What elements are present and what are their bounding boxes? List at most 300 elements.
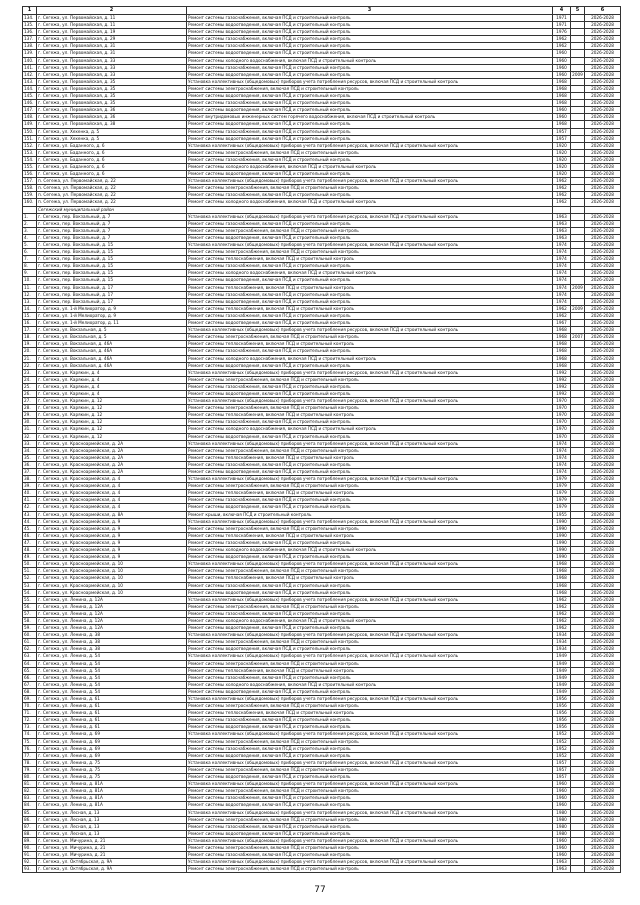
last-repair-year-cell xyxy=(571,412,585,419)
planned-period-cell: 2026-2028 xyxy=(585,589,621,596)
last-repair-year-cell xyxy=(571,809,585,816)
build-year-cell: 1955 xyxy=(553,511,571,518)
work-type-cell: Ремонт системы электроснабжения, включая ПСД и строительный контроль xyxy=(187,603,553,610)
last-repair-year-cell: 2007 xyxy=(572,334,583,340)
last-repair-year-cell xyxy=(571,724,585,731)
last-repair-year-cell xyxy=(571,390,585,397)
work-type-cell: Ремонт системы водоотведения, включая ПСД и строительный контроль xyxy=(187,752,553,759)
last-repair-year-cell xyxy=(571,568,585,575)
planned-period-cell: 2026-2028 xyxy=(585,185,621,192)
table-row xyxy=(23,717,621,724)
address-cell: г. Сегежа, ул. Лесная, д. 13 xyxy=(37,830,187,837)
table-row xyxy=(23,405,621,412)
build-year-cell: 1962 xyxy=(553,305,571,312)
build-year-cell: 1949 xyxy=(553,660,571,667)
last-repair-year-cell xyxy=(571,866,585,873)
build-year-cell: 1974 xyxy=(553,291,571,298)
address-cell: г. Сегежа, пер. Вокзальный, д. 7 xyxy=(37,220,187,227)
row-number-cell: 71. xyxy=(23,710,37,717)
row-number-cell: 140. xyxy=(23,57,37,64)
address-cell: г. Сегежа, ул. Красноармейская, д. 10 xyxy=(37,582,187,589)
build-year-cell: 1980 xyxy=(553,830,571,837)
planned-period-cell: 2026-2028 xyxy=(585,171,621,178)
last-repair-year-cell xyxy=(571,844,585,851)
row-number-cell: 151. xyxy=(23,135,37,142)
planned-period-cell: 2026-2028 xyxy=(585,355,621,362)
work-type-cell: Ремонт системы газоснабжения, включая ПСД и строительный контроль xyxy=(187,36,553,43)
build-year-cell: 1974 xyxy=(553,263,571,270)
build-year-cell: 1979 xyxy=(553,490,571,497)
last-repair-year-cell xyxy=(571,128,585,135)
work-type-cell: Установка коллективных (общедомовых) приборов учета потребления ресурсов, включая ПСД и строительный контроль xyxy=(187,178,553,185)
planned-period-cell: 2026-2028 xyxy=(585,795,621,802)
address-cell: г. Сегежа, ул. Первомайская, д. 33 xyxy=(37,71,187,78)
row-number-cell: 58. xyxy=(23,617,37,624)
row-number-cell: 53. xyxy=(23,582,37,589)
table-row xyxy=(23,426,621,433)
last-repair-year-cell xyxy=(571,398,585,405)
build-year-cell: 1974 xyxy=(553,284,571,291)
work-type-cell: Ремонт системы холодного водоснабжения, включая ПСД и строительный контроль xyxy=(187,199,553,206)
last-repair-year-cell xyxy=(571,78,585,85)
row-number-cell: 49. xyxy=(23,554,37,561)
table-row xyxy=(23,36,621,43)
build-year-cell: 1980 xyxy=(553,816,571,823)
planned-period-cell: 2026-2028 xyxy=(585,582,621,589)
row-number-cell: 67. xyxy=(23,681,37,688)
planned-period-cell: 2026-2028 xyxy=(585,36,621,43)
work-type-cell: Установка коллективных (общедомовых) приборов учета потребления ресурсов, включая ПСД и строительный контроль xyxy=(187,518,553,525)
build-year-cell: 1974 xyxy=(553,242,571,249)
row-number-cell: 4. xyxy=(23,234,37,241)
row-number-cell: 143. xyxy=(23,78,37,85)
table-row xyxy=(23,71,621,78)
work-type-cell: Ремонт системы водоотведения, включая ПСД и строительный контроль xyxy=(187,589,553,596)
planned-period-cell: 2026-2028 xyxy=(585,539,621,546)
planned-period-cell: 2026-2028 xyxy=(585,213,621,220)
planned-period-cell: 2026-2028 xyxy=(585,561,621,568)
address-cell: г. Сегежа, ул. 1-й Мелиоратор, д. 9 xyxy=(37,312,187,319)
work-type-cell: Установка коллективных (общедомовых) приборов учета потребления ресурсов, включая ПСД и строительный контроль xyxy=(187,213,553,220)
row-number-cell: 44. xyxy=(23,518,37,525)
row-number-cell: 23. xyxy=(23,369,37,376)
build-year-cell: 1957 xyxy=(553,759,571,766)
planned-period-cell: 2026-2028 xyxy=(585,667,621,674)
work-type-cell: Ремонт системы теплоснабжения, включая ПСД и строительный контроль xyxy=(187,575,553,582)
planned-period-cell: 2026-2028 xyxy=(585,610,621,617)
work-type-cell: Ремонт системы водоотведения, включая ПСД и строительный контроль xyxy=(187,390,553,397)
address-cell: г. Сегежа, ул. Мичурина, д. 21 xyxy=(37,837,187,844)
last-repair-year-cell xyxy=(571,362,585,369)
address-cell: п. Сегежа, ул. Первомайская, д. 22 xyxy=(37,185,187,192)
address-cell: г. Сегежа, ул. Красноармейская, д. 9 xyxy=(37,547,187,554)
last-repair-year-cell xyxy=(571,163,585,170)
planned-period-cell: 2026-2028 xyxy=(585,731,621,738)
build-year-cell: 1949 xyxy=(553,667,571,674)
build-year-cell: 1960 xyxy=(553,852,571,859)
last-repair-year-cell xyxy=(571,227,585,234)
build-year-cell: 1980 xyxy=(553,823,571,830)
build-year-cell: 1952 xyxy=(553,738,571,745)
build-year-cell: 1979 xyxy=(553,476,571,483)
planned-period-cell xyxy=(585,206,621,213)
row-number-cell: 89. xyxy=(23,837,37,844)
planned-period-cell: 2026-2028 xyxy=(585,405,621,412)
row-number-cell: 37. xyxy=(23,469,37,476)
row-number-cell: 3. xyxy=(23,227,37,234)
planned-period-cell: 2026-2028 xyxy=(585,234,621,241)
planned-period-cell: 2026-2028 xyxy=(585,298,621,305)
work-type-cell: Ремонт системы газоснабжения, включая ПСД и строительный контроль xyxy=(187,312,553,319)
work-type-cell: Ремонт системы газоснабжения, включая ПСД и строительный контроль xyxy=(187,823,553,830)
address-cell: г. Сегежа, ул. Ленина, д. 54 xyxy=(37,681,187,688)
build-year-cell: 1963 xyxy=(553,227,571,234)
work-type-cell xyxy=(187,206,553,213)
row-number-cell: 56. xyxy=(23,603,37,610)
build-year-cell: 1990 xyxy=(553,518,571,525)
build-year-cell: 1962 xyxy=(553,199,571,206)
table-row xyxy=(23,447,621,454)
work-type-cell: Ремонт системы электроснабжения, включая ПСД и строительный контроль xyxy=(187,334,553,341)
table-row xyxy=(23,745,621,752)
build-year-cell: 1960 xyxy=(553,114,571,121)
row-number-cell: 59. xyxy=(23,625,37,632)
planned-period-cell: 2026-2028 xyxy=(585,653,621,660)
last-repair-year-cell xyxy=(571,291,585,298)
address-cell: г. Сегежа, ул. Красноармейская, д. 2А xyxy=(37,461,187,468)
row-number-cell: 80. xyxy=(23,774,37,781)
address-cell: г. Сегежа, ул. Карякин, д. 12 xyxy=(37,433,187,440)
work-type-cell: Ремонт системы электроснабжения, включая ПСД и строительный контроль xyxy=(187,660,553,667)
row-number-cell: 39. xyxy=(23,483,37,490)
row-number-cell: 82. xyxy=(23,788,37,795)
planned-period-cell: 2026-2028 xyxy=(585,93,621,100)
address-cell: г. Сегежа, ул. Красноармейская, д. 4 xyxy=(37,476,187,483)
table-row xyxy=(23,731,621,738)
works-table-body xyxy=(23,7,621,873)
build-year-cell: 1979 xyxy=(553,504,571,511)
build-year-cell: 1920 xyxy=(553,142,571,149)
work-type-cell: Ремонт системы электроснабжения, включая ПСД и строительный контроль xyxy=(187,639,553,646)
table-row xyxy=(23,724,621,731)
build-year-cell: 1960 xyxy=(553,844,571,851)
row-number-cell: 144. xyxy=(23,85,37,92)
table-row xyxy=(23,454,621,461)
row-number-cell: 43. xyxy=(23,511,37,518)
address-cell: г. Сегежа, ул. Первомайская, д. 31 xyxy=(37,43,187,50)
build-year-cell: 1960 xyxy=(553,50,571,57)
planned-period-cell: 2026-2028 xyxy=(585,525,621,532)
work-type-cell: Ремонт системы газоснабжения, включая ПСД и строительный контроль xyxy=(187,610,553,617)
table-row xyxy=(23,802,621,809)
work-type-cell: Установка коллективных (общедомовых) приборов учета потребления ресурсов, включая ПСД и строительный контроль xyxy=(187,653,553,660)
row-number-cell: 12. xyxy=(23,291,37,298)
work-type-cell: Установка коллективных (общедомовых) приборов учета потребления ресурсов, включая ПСД и строительный контроль xyxy=(187,476,553,483)
work-type-cell: Ремонт системы водоотведения, включая ПСД и строительный контроль xyxy=(187,171,553,178)
build-year-cell: 1990 xyxy=(553,547,571,554)
planned-period-cell: 2026-2028 xyxy=(585,518,621,525)
build-year-cell: 1962 xyxy=(553,312,571,319)
work-type-cell: Ремонт системы теплоснабжения, включая ПСД и строительный контроль xyxy=(187,532,553,539)
row-number-cell: 28. xyxy=(23,405,37,412)
row-number-cell: 35. xyxy=(23,454,37,461)
build-year-cell: 1957 xyxy=(553,135,571,142)
planned-period-cell: 2026-2028 xyxy=(585,596,621,603)
work-type-cell: Ремонт системы водоотведения, включая ПСД и строительный контроль xyxy=(187,50,553,57)
planned-period-cell: 2026-2028 xyxy=(585,617,621,624)
work-type-cell: Ремонт системы электроснабжения, включая ПСД и строительный контроль xyxy=(187,816,553,823)
work-type-cell: Ремонт системы газоснабжения, включая ПСД и строительный контроль xyxy=(187,383,553,390)
row-number-cell: 22. xyxy=(23,362,37,369)
build-year-cell: 1990 xyxy=(553,525,571,532)
work-type-cell: Ремонт системы водоотведения, включая ПСД и строительный контроль xyxy=(187,433,553,440)
build-year-cell: 1992 xyxy=(553,383,571,390)
table-row xyxy=(23,22,621,29)
planned-period-cell: 2026-2028 xyxy=(585,192,621,199)
build-year-cell: 1974 xyxy=(553,256,571,263)
address-cell: г. Сегежа, ул. Ленина, д. 54 xyxy=(37,688,187,695)
work-type-cell: Ремонт системы газоснабжения, включая ПСД и строительный контроль xyxy=(187,674,553,681)
table-row xyxy=(23,312,621,319)
row-number-cell: 70. xyxy=(23,703,37,710)
row-number-cell: 46. xyxy=(23,532,37,539)
work-type-cell: Ремонт системы теплоснабжения, включая ПСД и строительный контроль xyxy=(187,667,553,674)
build-year-cell xyxy=(553,206,571,213)
planned-period-cell: 2026-2028 xyxy=(585,149,621,156)
build-year-cell: 1968 xyxy=(553,121,571,128)
table-row xyxy=(23,242,621,249)
last-repair-year-cell xyxy=(571,830,585,837)
build-year-cell: 1934 xyxy=(553,646,571,653)
address-cell: г. Сегежа, ул. Ленина, д. 61 xyxy=(37,717,187,724)
work-type-cell: Ремонт системы водоотведения, включая ПСД и строительный контроль xyxy=(187,234,553,241)
table-row xyxy=(23,830,621,837)
row-number-cell: 81. xyxy=(23,781,37,788)
last-repair-year-cell xyxy=(571,149,585,156)
district-heading-row xyxy=(23,206,621,213)
address-cell: г. Сегежа, ул. Красноармейская, д. 8А xyxy=(37,511,187,518)
address-cell: г. Сегежа, ул. Красноармейская, д. 9 xyxy=(37,539,187,546)
build-year-cell: 1974 xyxy=(553,461,571,468)
last-repair-year-cell: 2009 xyxy=(572,71,583,77)
table-row xyxy=(23,774,621,781)
build-year-cell: 1968 xyxy=(553,561,571,568)
row-number-cell: 18. xyxy=(23,334,37,341)
work-type-cell: Ремонт системы водоотведения, включая ПСД и строительный контроль xyxy=(187,71,553,78)
row-number-cell: 21. xyxy=(23,355,37,362)
planned-period-cell: 2026-2028 xyxy=(585,163,621,170)
table-row xyxy=(23,539,621,546)
build-year-cell: 1976 xyxy=(553,29,571,36)
table-row xyxy=(23,639,621,646)
last-repair-year-cell xyxy=(571,234,585,241)
address-cell: г. Сегежа, ул. Ленина, д. 81А xyxy=(37,788,187,795)
table-row xyxy=(23,490,621,497)
planned-period-cell: 2026-2028 xyxy=(585,383,621,390)
address-cell: г. Сегежа, ул. Первомайская, д. 31 xyxy=(37,50,187,57)
last-repair-year-cell xyxy=(571,483,585,490)
build-year-cell: 1963 xyxy=(553,866,571,873)
build-year-cell: 1974 xyxy=(553,454,571,461)
address-cell: г. Сегежа, ул. Карякин, д. 12 xyxy=(37,426,187,433)
work-type-cell: Ремонт системы электроснабжения, включая ПСД и строительный контроль xyxy=(187,483,553,490)
build-year-cell: 1968 xyxy=(553,362,571,369)
planned-period-cell: 2026-2028 xyxy=(585,625,621,632)
work-type-cell: Ремонт крыши, включая ПСД и строительный контроль xyxy=(187,511,553,518)
planned-period-cell: 2026-2028 xyxy=(585,142,621,149)
table-row xyxy=(23,525,621,532)
work-type-cell: Ремонт системы водоотведения, включая ПСД и строительный контроль xyxy=(187,469,553,476)
row-number-cell: 83. xyxy=(23,795,37,802)
row-number-cell: 50. xyxy=(23,561,37,568)
work-type-cell: Ремонт системы водоотведения, включая ПСД и строительный контроль xyxy=(187,93,553,100)
work-type-cell: Ремонт системы водоотведения, включая ПСД и строительный контроль xyxy=(187,554,553,561)
address-cell: г. Сегежа, ул. Вокзальная, д. 46А xyxy=(37,355,187,362)
last-repair-year-cell xyxy=(571,277,585,284)
build-year-cell: 1920 xyxy=(553,163,571,170)
last-repair-year-cell xyxy=(571,532,585,539)
planned-period-cell: 2026-2028 xyxy=(585,859,621,866)
table-row xyxy=(23,844,621,851)
work-type-cell: Ремонт системы электроснабжения, включая ПСД и строительный контроль xyxy=(187,249,553,256)
table-row xyxy=(23,532,621,539)
last-repair-year-cell xyxy=(571,320,585,327)
address-cell: г. Сегежа, ул. Ленина, д. 69 xyxy=(37,752,187,759)
last-repair-year-cell xyxy=(571,575,585,582)
build-year-cell: 1990 xyxy=(553,532,571,539)
table-row xyxy=(23,43,621,50)
last-repair-year-cell xyxy=(571,674,585,681)
table-row xyxy=(23,816,621,823)
row-number-cell: 145. xyxy=(23,93,37,100)
planned-period-cell: 2026-2028 xyxy=(585,660,621,667)
work-type-cell: Ремонт системы электроснабжения, включая ПСД и строительный контроль xyxy=(187,149,553,156)
work-type-cell: Ремонт системы газоснабжения, включая ПСД и строительный контроль xyxy=(187,461,553,468)
work-type-cell: Установка коллективных (общедомовых) приборов учета потребления ресурсов, включая ПСД и строительный контроль xyxy=(187,837,553,844)
address-cell: г. Сегежа, ул. Красноармейская, д. 2А xyxy=(37,454,187,461)
build-year-cell: 1962 xyxy=(553,185,571,192)
address-cell: г. Сегежа, ул. Красноармейская, д. 9 xyxy=(37,525,187,532)
table-row xyxy=(23,376,621,383)
last-repair-year-cell xyxy=(571,220,585,227)
last-repair-year-cell xyxy=(571,859,585,866)
address-cell: г. Сегежа, ул. Ленина, д. 69 xyxy=(37,731,187,738)
address-cell: г. Сегежа, ул. Ленина, д. 69 xyxy=(37,745,187,752)
row-number-cell: 30. xyxy=(23,419,37,426)
table-row xyxy=(23,547,621,554)
work-type-cell: Ремонт системы газоснабжения, включая ПСД и строительный контроль xyxy=(187,192,553,199)
work-type-cell: Ремонт системы теплоснабжения, включая ПСД и строительный контроль xyxy=(187,490,553,497)
table-row xyxy=(23,213,621,220)
row-number-cell: 139. xyxy=(23,50,37,57)
planned-period-cell: 2026-2028 xyxy=(585,575,621,582)
row-number-cell: 25. xyxy=(23,383,37,390)
build-year-cell: 1920 xyxy=(553,149,571,156)
row-number-cell: 11. xyxy=(23,284,37,291)
address-cell: г. Сегежа, пер. Вокзальный, д. 15 xyxy=(37,256,187,263)
last-repair-year-cell xyxy=(571,490,585,497)
last-repair-year-cell xyxy=(571,596,585,603)
table-row xyxy=(23,575,621,582)
table-row xyxy=(23,171,621,178)
last-repair-year-cell xyxy=(571,383,585,390)
table-row xyxy=(23,788,621,795)
header-cell: 2 xyxy=(37,7,187,15)
build-year-cell: 1934 xyxy=(553,639,571,646)
row-number-cell: 86. xyxy=(23,816,37,823)
build-year-cell: 1968 xyxy=(553,341,571,348)
build-year-cell: 1920 xyxy=(553,171,571,178)
planned-period-cell: 2026-2028 xyxy=(585,78,621,85)
last-repair-year-cell xyxy=(571,114,585,121)
row-number-cell: 51. xyxy=(23,568,37,575)
last-repair-year-cell xyxy=(571,703,585,710)
planned-period-cell: 2026-2028 xyxy=(585,256,621,263)
build-year-cell: 1960 xyxy=(553,71,571,78)
table-row xyxy=(23,795,621,802)
planned-period-cell: 2026-2028 xyxy=(585,696,621,703)
planned-period-cell: 2026-2028 xyxy=(585,511,621,518)
row-number-cell: 19. xyxy=(23,341,37,348)
build-year-cell: 1970 xyxy=(553,398,571,405)
address-cell: г. Сегежа, ул. Красноармейская, д. 4 xyxy=(37,497,187,504)
work-type-cell: Ремонт системы водоотведения, включая ПСД и строительный контроль xyxy=(187,22,553,29)
planned-period-cell: 2026-2028 xyxy=(585,284,621,291)
planned-period-cell: 2026-2028 xyxy=(585,199,621,206)
address-cell: г. Сегежа, ул. Ленина, д. 12А xyxy=(37,610,187,617)
row-number-cell: 90. xyxy=(23,844,37,851)
work-type-cell: Ремонт системы теплоснабжения, включая ПСД и строительный контроль xyxy=(187,412,553,419)
work-type-cell: Ремонт системы водоотведения, включая ПСД и строительный контроль xyxy=(187,774,553,781)
row-number-cell: 141. xyxy=(23,64,37,71)
work-type-cell: Ремонт системы водоотведения, включая ПСД и строительный контроль xyxy=(187,688,553,695)
build-year-cell: 1956 xyxy=(553,710,571,717)
work-type-cell: Ремонт системы газоснабжения, включая ПСД и строительный контроль xyxy=(187,582,553,589)
planned-period-cell: 2026-2028 xyxy=(585,830,621,837)
planned-period-cell: 2026-2028 xyxy=(585,178,621,185)
build-year-cell: 1962 xyxy=(553,36,571,43)
table-row xyxy=(23,852,621,859)
row-number-cell: 87. xyxy=(23,823,37,830)
work-type-cell: Ремонт системы газоснабжения, включая ПСД и строительный контроль xyxy=(187,100,553,107)
work-type-cell: Ремонт системы электроснабжения, включая ПСД и строительный контроль xyxy=(187,85,553,92)
last-repair-year-cell xyxy=(571,185,585,192)
planned-period-cell: 2026-2028 xyxy=(585,717,621,724)
last-repair-year-cell xyxy=(571,57,585,64)
build-year-cell: 1960 xyxy=(553,837,571,844)
table-row xyxy=(23,320,621,327)
table-row xyxy=(23,752,621,759)
row-number-cell: 156. xyxy=(23,171,37,178)
last-repair-year-cell xyxy=(571,93,585,100)
row-number-cell: 92. xyxy=(23,859,37,866)
row-number-cell: 48. xyxy=(23,547,37,554)
address-cell: г. Сегежа, пер. Вокзальный, д. 15 xyxy=(37,277,187,284)
work-type-cell: Ремонт системы холодного водоснабжения, включая ПСД и строительный контроль xyxy=(187,163,553,170)
work-type-cell: Установка коллективных (общедомовых) приборов учета потребления ресурсов, включая ПСД и строительный контроль xyxy=(187,398,553,405)
last-repair-year-cell xyxy=(571,554,585,561)
row-number-cell: 40. xyxy=(23,490,37,497)
row-number-cell: 154. xyxy=(23,156,37,163)
planned-period-cell: 2026-2028 xyxy=(585,369,621,376)
work-type-cell: Ремонт системы газоснабжения, включая ПСД и строительный контроль xyxy=(187,263,553,270)
last-repair-year-cell xyxy=(571,639,585,646)
table-row xyxy=(23,227,621,234)
last-repair-year-cell xyxy=(571,667,585,674)
last-repair-year-cell xyxy=(571,774,585,781)
last-repair-year-cell xyxy=(571,369,585,376)
planned-period-cell: 2026-2028 xyxy=(585,312,621,319)
